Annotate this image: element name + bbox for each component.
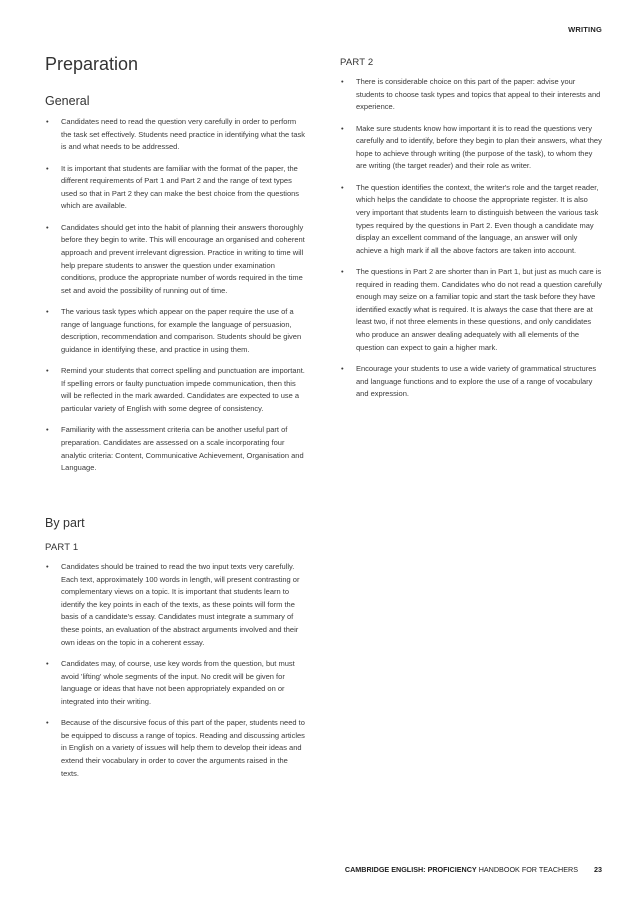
page-title: Preparation (45, 54, 139, 74)
by-part-heading: By part (45, 516, 85, 530)
list-item: • There is considerable choice on this part of the paper: advise your students to choose task types and topics that appeal to their interests and experience. (341, 77, 601, 112)
footer-brand: CAMBRIDGE ENGLISH: PROFICIENCY (344, 865, 477, 874)
list-item: • It is important that students are familiar with the format of the paper, the different requirements of Part 1 and Part 2 and the range of text types used so that in Part 2 they can make the best choice from the questions which are available. (46, 163, 300, 211)
list-item: • The question identifies the context, the writer's role and the target reader, which helps the candidate to choose the appropriate register. It is also very important that students learn to distinguish between the various task types required by the questions in Part 2. Even though a candidate may display an excellent command of the language, an answer will only achieve a high mark if all the above factors are taken into account. (341, 182, 599, 255)
list-item: • The various task types which appear on the paper require the use of a range of language functions, for example the language of persuasion, description, recommendation and comparison. Students should be given guidance in identifying these, and practice in using them. (46, 307, 302, 354)
list-item: • Candidates need to read the question very carefully in order to perform the task set effectively. Students need practice in identifying what the task is and what needs to be addressed. (46, 117, 306, 152)
footer-subtitle: HANDBOOK FOR TEACHERS (478, 865, 578, 874)
page-number: 23 (594, 865, 602, 874)
part2-list (340, 76, 602, 410)
section-label: WRITING (568, 25, 602, 34)
footer (345, 865, 602, 874)
general-heading: General (45, 94, 90, 108)
part1-list (45, 561, 307, 789)
part2-heading: PART 2 (340, 57, 374, 68)
list-item: • Make sure students know how important it is to read the questions very carefully and to identify, before they begin to plan their answers, what they hope to achieve through writing (the purpose of the task), to whom they are writing (the target reader) and their role as writer. (341, 123, 602, 171)
list-item: • Remind your students that correct spelling and punctuation are important. If spelling errors or faulty punctuation impede communication, then this will be reflected in the mark awarded. Candidates are expected to use a particular variety of English with some degree of consistency. (46, 366, 305, 414)
list-item: • Because of the discursive focus of this part of the paper, students need to be equipped to discuss a range of topics. Reading and discussing articles in English on a variety of issues will help them to develop their ideas and extend their vocabulary in order to cover the arguments raised in the texts. (46, 718, 305, 778)
list-item: • The questions in Part 2 are shorter than in Part 1, but just as much care is required in reading them. Candidates who do not read a question carefully enough may seize on a familiar topic and start the task before they have identified exactly what is required. It is always the case that there are at least two, if not three elements in these questions, and only candidates who produce an answer dealing adequately with all elements of the question can expect to gain a higher mark. (341, 267, 602, 352)
list-item: • Candidates should get into the habit of planning their answers thoroughly before they begin to write. This will encourage an organised and coherent approach and prevent irrelevant digression. Practice in writing to time will help prepare students to answer the question under examination conditions, produce the appropriate number of words required in the time set and avoid the possibility of running out of time. (46, 222, 305, 295)
list-item: • Candidates should be trained to read the two input texts very carefully. Each text, approximately 100 words in length, will present contrasting or complementary views on a topic. It is important that students learn to identify the key points in each of the texts, as these points will form the basis of a candidate's essay. Candidates must integrate a summary of these points, an evaluation of the abstract arguments involved and their own ideas on the topic in a coherent essay. (46, 562, 300, 647)
part1-heading: PART 1 (45, 542, 79, 553)
list-item: • Familiarity with the assessment criteria can be another useful part of preparation. Candidates are assessed on a scale incorporating four analytic criteria: Content, Communicative Achievement, Organisation and Language. (46, 425, 304, 473)
list-item: • Candidates may, of course, use key words from the question, but must avoid 'lifting' whole segments of the input. No credit will be given for language or ideas that have not been appropriately expanded on or integrated into their writing. (46, 658, 295, 706)
general-list (45, 116, 307, 484)
list-item: • Encourage your students to use a wide variety of grammatical structures and language functions and to explore the use of a range of vocabulary and expression. (341, 364, 597, 399)
